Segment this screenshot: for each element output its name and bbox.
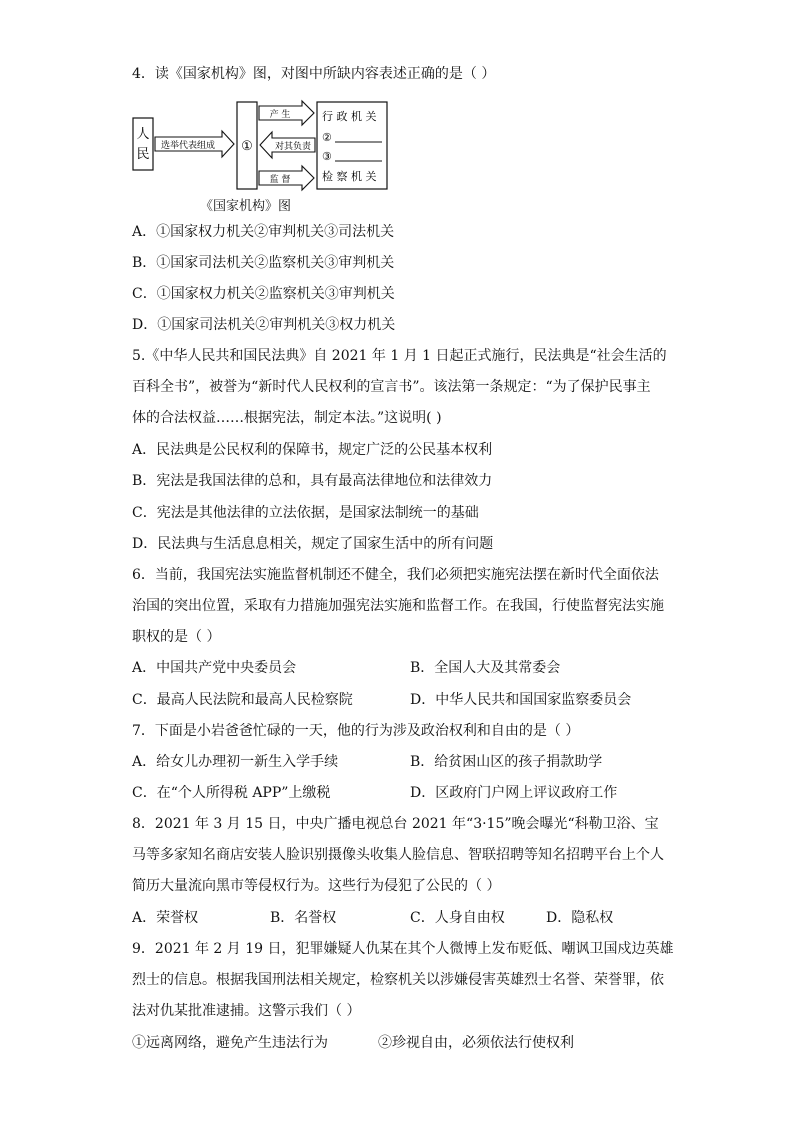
q6-line-3: 职权的是（ ）: [132, 629, 221, 645]
people-label-2: 民: [136, 147, 150, 162]
responsible-label: 对其负责: [274, 142, 312, 152]
q5-line-3: 体的合法权益……根据宪法，制定本法。”这说明( ): [132, 410, 442, 426]
q9-option-1[interactable]: ①远离网络，避免产生违法行为: [132, 1035, 328, 1051]
q9-option-2[interactable]: ②珍视自由，必须依法行使权利: [378, 1035, 574, 1051]
q5-option-c[interactable]: C．宪法是其他法律的立法依据，是国家法制统一的基础: [132, 505, 479, 521]
q8-option-a[interactable]: A．荣誉权: [132, 910, 199, 926]
q5-line-2: 百科全书”，被誉为“新时代人民权利的宣言书”。该法第一条规定：“为了保护民事主: [132, 379, 651, 395]
q7-option-d[interactable]: D．区政府门户网上评议政府工作: [410, 785, 618, 801]
q7-option-c[interactable]: C．在“个人所得税 APP”上缴税: [132, 785, 331, 801]
elect-label: 选举代表组成: [160, 141, 216, 151]
organ-item-2: ②: [322, 131, 332, 144]
q4-option-a[interactable]: A．①国家权力机关②审判机关③司法机关: [132, 224, 395, 240]
q6-option-a[interactable]: A．中国共产党中央委员会: [132, 660, 297, 676]
q6-option-b[interactable]: B．全国人大及其常委会: [410, 660, 561, 676]
q9-line-3: 法对仇某批准逮捕。这警示我们（ ）: [132, 1003, 361, 1019]
q7-line-1: 7．下面是小岩爸爸忙碌的一天，他的行为涉及政治权利和自由的是（ ）: [132, 723, 580, 739]
q5-option-b[interactable]: B．宪法是我国法律的总和，具有最高法律地位和法律效力: [132, 473, 493, 489]
q4-option-c[interactable]: C．①国家权力机关②监察机关③审判机关: [132, 286, 395, 302]
organ-item-4: 检 察 机 关: [322, 170, 377, 183]
q6-option-d[interactable]: D．中华人民共和国国家监察委员会: [410, 692, 632, 708]
supervise-label: 监 督: [269, 175, 291, 185]
q5-option-d[interactable]: D．民法典与生活息息相关，规定了国家生活中的所有问题: [132, 536, 494, 552]
q6-option-c[interactable]: C．最高人民法院和最高人民检察院: [132, 692, 353, 708]
q8-option-c[interactable]: C．人身自由权: [410, 910, 505, 926]
organ-item-3: ③: [322, 150, 332, 163]
q8-option-b[interactable]: B．名誉权: [270, 910, 337, 926]
q8-line-3: 简历大量流向黑市等侵权行为。这些行为侵犯了公民的（ ）: [132, 878, 501, 894]
produce-label: 产 生: [269, 110, 291, 120]
q5-line-1: 5.《中华人民共和国民法典》自 2021 年 1 月 1 日起正式施行，民法典是“社会生活的: [132, 348, 667, 364]
q4-option-b[interactable]: B．①国家司法机关②监察机关③审判机关: [132, 255, 395, 271]
q8-line-2: 马等多家知名商店安装人脸识别摄像头收集人脸信息、智联招聘等知名招聘平台上个人: [132, 847, 664, 863]
q6-line-1: 6．当前，我国宪法实施监督机制还不健全，我们必须把实施宪法摆在新时代全面依法: [132, 567, 659, 583]
q8-line-1: 8．2021 年 3 月 15 日，中央广播电视总台 2021 年“3·15”晚会曝光“科勒卫浴、宝: [132, 816, 659, 832]
q4-option-d[interactable]: D．①国家司法机关②审判机关③权力机关: [132, 317, 396, 333]
q6-line-2: 治国的突出位置，采取有力措施加强宪法实施和监督工作。在我国，行使监督宪法实施: [132, 598, 664, 614]
state-organs-diagram: [130, 98, 400, 193]
q7-option-a[interactable]: A．给女儿办理初一新生入学手续: [132, 754, 339, 770]
organ-item-1: 行 政 机 关: [322, 110, 377, 123]
q8-option-d[interactable]: D．隐私权: [546, 910, 614, 926]
diagram-caption: 《国家机构》图: [200, 199, 292, 214]
q9-line-2: 烈士的信息。根据我国刑法相关规定，检察机关以涉嫌侵害英雄烈士名誉、荣誉罪，依: [132, 972, 664, 988]
q7-option-b[interactable]: B．给贫困山区的孩子捐款助学: [410, 754, 603, 770]
q5-option-a[interactable]: A．民法典是公民权利的保障书，规定广泛的公民基本权利: [132, 442, 493, 458]
center-label: ①: [241, 139, 253, 154]
people-label-1: 人: [136, 127, 150, 142]
people-box: [133, 118, 153, 170]
q4-stem: 4．读《国家机构》图，对图中所缺内容表述正确的是（ ）: [132, 66, 496, 82]
q9-line-1: 9．2021 年 2 月 19 日，犯罪嫌疑人仇某在其个人微博上发布贬低、嘲讽卫国戍边英雄: [132, 941, 674, 957]
